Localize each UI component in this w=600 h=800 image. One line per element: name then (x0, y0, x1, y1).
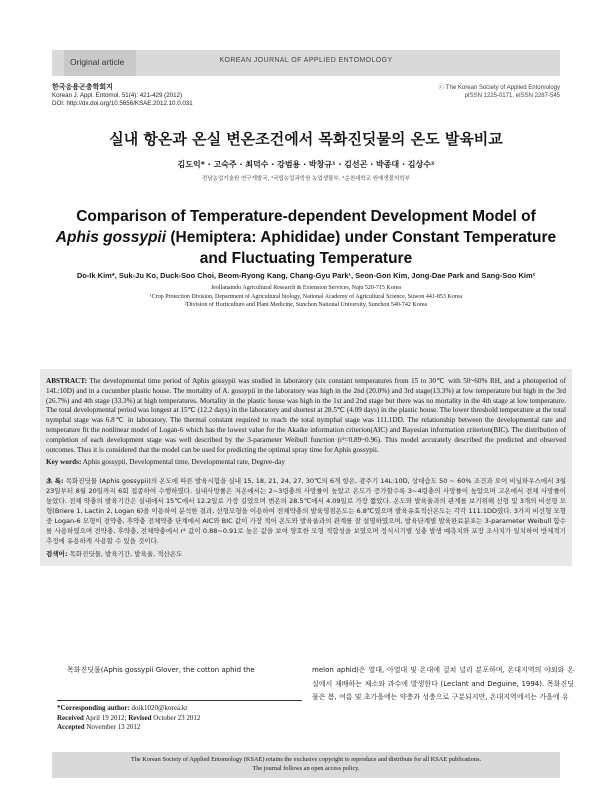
footnote-block (57, 700, 302, 733)
journal-banner: KOREAN JOURNAL OF APPLIED ENTOMOLOGY (219, 57, 393, 64)
revised-date: October 23 2012 (153, 713, 201, 722)
english-title (40, 206, 572, 269)
title-line-2 (40, 227, 572, 248)
title-line-2-rest: (Hemiptera: Aphididae) under Constant Temperature (166, 229, 557, 246)
doi-link[interactable]: DOI: http://dx.doi.org/10.5656/KSAE.2012.10.0.031 (52, 100, 193, 107)
title-line-1: Comparison of Temperature-dependent Development Model of (76, 208, 536, 225)
citation-block (52, 84, 193, 108)
korean-abstract-text: 목화진딧물 (Aphis gossypii)의 온도에 따른 발육시험을 실내 15, 18, 21, 24, 27, 30℃의 6개 항온, 광주기 14L:10D, 상대습도 50 ~ 60% 조건과 오이 비닐하우스에서 3월 23일부터 8월 20일까지 6회 접종하여 수행하였다. 실내사망률은 저온에서는 2~3령충의 사망률이 높았고 온도가 증가할수록 3~4령충의 사망률이 높았으며 고온에서 전체 사망률이 높았다. 전체 약충의 발육기간은 실내에서 15℃에서 12.2일로 가장 길었으며 변온의 28.5℃에서 4.09일로 가장 짧았다. 온도와 발육율과의 관계를 보기위해 선형 및 3개의 비선형 모형(Briere 1, Lactin 2, Logan 6)을 이용하여 분석한 결과, 선형모형을 이용하여 전체약충의 발육영점온도는 6.8℃였으며 발육유효적산온도는 각각 111.1DD였다. 3가지 비선형 모형중 Logan-6 모형이 전약충, 후약충 전체약충 단계에서 AIC와 BIC 값이 가장 적어 온도와 발육율과의 관계를 잘 설명하였으며, 발육단계별 발육완료분포는 3-parameter Weibull 함수를 사용하였으며 전약충, 후약충, 전체약충에서 r² 값이 0.88~0.91로 높은 값을 보여 양호한 모형 적합성을 보였으며 정식시기별 성충 발생 예측치와 포장 조사치가 일치하여 방제적기 추정에 유용하게 사용할 수 있을 것이다. (46, 477, 567, 546)
english-authors: Do-Ik Kim*, Suk-Ju Ko, Duck-Soo Choi, Beom-Ryong Kang, Chang-Gyu Park¹, Seon-Gon Kim, Jong-Dae Park and Sang-Soo Kim² (76, 271, 536, 280)
accepted-date: November 13 2012 (86, 723, 141, 731)
copyright-footer (52, 752, 560, 778)
issn: pISSN 1225-0171, eISSN 2287-545 (464, 93, 560, 99)
korean-authors: 김도익* · 고숙주 · 최덕수 · 강범용 · 박창규¹ · 김선곤 · 박종대 · 김상수² (177, 160, 435, 169)
affiliation-2: ¹Crop Protection Division, Department of Agricultural biology, National Academy of Agricultural Science, Suwon 441-853 Korea (149, 293, 463, 300)
section-label: Original article (70, 57, 125, 67)
corresponding-label: *Corresponding author: (57, 704, 130, 712)
keywords-label: Key words: (46, 458, 82, 467)
body-right-column: melon aphid)은 열대, 아열대 및 온대에 걸쳐 널리 분포하며, 온대지역의 야외와 온실에서 재배하는 채소와 과수에 발생한다 (Leclant and Deguine, 1994). 목화진딧물은 봄, 여름 및 초가을에는 약충과 성충으로 구분되지만, 온대지역에서는 가을에 유 (312, 666, 574, 701)
korean-affiliations: 전남농업기술원 연구개발국, ¹국립농업과학원 농업생물부, ²순천대학교 원예생물의학부 (202, 176, 410, 182)
abstract-text: The developmental time period of Aphis gossypii was studied in laboratory (six constant temperatures from 15 to 30℃ with 50~60% RH, and a photoperiod of 14L:10D) and in a cucumber plastic house. The mortality of A. gossypii in the laboratory was high in the 2nd (20.0%) and 3rd stage(13.3%) at low temperature but high in the 3rd (26.7%) and 4th stage (33.3%) at high temperatures. Mortality in the plastic house was high in the 1st and 2nd stage but there was no mortality in the 4th stage at low temperature. The total developmental period was longest at 15℃ (12.2 days) in the laboratory and shortest at 28.5℃ (4.09 days) in the plastic house. The lower threshold temperature at the total nymphal stage was 6.8℃ in laboratory. The thermal constant required to reach the total nymphal stage was 111.1DD. The relationship between the developmental rate and temperature fit the nonlinear model of Logan-6 which has the lowest value for the Akaike information criterion(AIC) and Bayesian information criterion(BIC). The distribution of completion of each development stage was well described by the 3-parameter Weibull function (r²=0.89~0.96). This model accurately described the predicted and observed outcomes. Thus it is considered that the model can be used for predicting the optimal spray time for Aphis gossypii. (46, 377, 567, 454)
body-left-column: 목화진딧물(Aphis gossypii Glover, the cotton aphid the (67, 666, 255, 674)
revised-label: Revised (128, 713, 152, 722)
korean-keywords: 목화진딧물, 발육기간, 발육율, 적산온도 (69, 550, 183, 559)
affiliation-1: Jeollanamdo Agricultural Research & Extension Services, Naju 520-715 Korea (210, 285, 402, 291)
abstract-box (40, 369, 572, 566)
received-date: April 19 2012; (85, 713, 127, 722)
title-line-3: and Fluctuating Temperature (199, 250, 413, 267)
citation: Korean J. Appl. Entomol. 51(4): 421-429 (2012) (52, 92, 183, 99)
footer-line-1: The Korean Society of Applied Entomology (KSAE) retains the exclusive copyright to reproduce and distribute for all KSAE publications. (130, 756, 482, 763)
title-species: Aphis gossypii (55, 229, 167, 246)
affiliation-3: ²Division of Horticulture and Plant Medicine, Sunchon National University, Sunchon 540-742 Korea (184, 302, 428, 308)
korean-keywords-line (46, 550, 566, 560)
accepted-label: Accepted (57, 723, 85, 731)
korean-title: 실내 항온과 온실 변온조건에서 목화진딧물의 온도 발육비교 (109, 130, 503, 148)
received-revised (57, 714, 302, 724)
keywords-line (46, 458, 566, 468)
copyright-block (438, 84, 560, 100)
keywords: Aphis gossypii, Developmental time, Developmental rate, Degree-day (82, 458, 285, 467)
abstract-label: ABSTRACT: (46, 377, 88, 385)
footer-line-2: The journal follows an open access policy. (252, 764, 360, 772)
received-label: Received (57, 713, 84, 722)
accepted-line (57, 723, 302, 733)
english-affiliations (40, 284, 572, 310)
korean-abstract-label: 초 록: (46, 477, 64, 486)
korean-keywords-label: 검색어: (46, 550, 68, 559)
abstract-paragraph (46, 377, 566, 455)
corresponding-author (57, 704, 302, 714)
korean-abstract (46, 476, 566, 546)
copyright: ⓒ The Korean Society of Applied Entomology (438, 85, 560, 91)
corresponding-email[interactable]: doik1020@korea.kr (131, 704, 188, 712)
journal-header-bar (52, 50, 560, 76)
journal-korean-name: 한국응용곤충학회지 (52, 84, 113, 91)
